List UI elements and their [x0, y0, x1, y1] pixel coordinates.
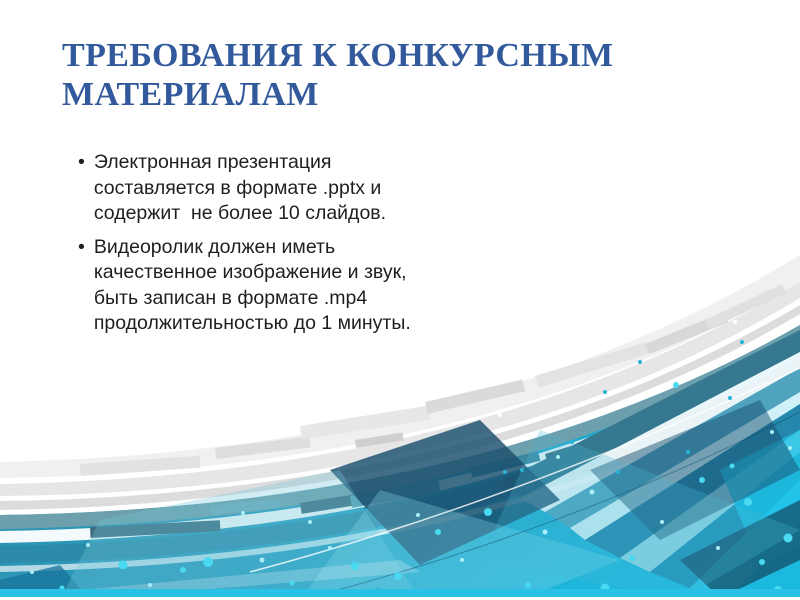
bullet-line: продолжительностью до 1 минуты. [93, 312, 411, 334]
bullet-marker: • [78, 235, 85, 258]
bullet-item-presentation [78, 150, 480, 227]
bullet-text [94, 235, 411, 337]
slide-title-line-1: ТРЕБОВАНИЯ К КОНКУРСНЫМ [62, 37, 614, 74]
bullet-text [94, 150, 386, 227]
bullet-line: быть записан в формате .mp4 [93, 286, 368, 309]
bullet-line: составляется в формате .pptx и [93, 176, 382, 199]
bullet-marker: • [78, 151, 85, 173]
bullet-line: Видеоролик должен иметь [93, 235, 336, 258]
bullet-line: качественное изображение и звук, [93, 261, 407, 283]
bullet-item-video [78, 235, 480, 337]
slide-title-line-2: МАТЕРИАЛАМ [62, 76, 319, 114]
bullet-list [78, 150, 480, 345]
bullet-line: содержит не более 10 слайдов. [93, 202, 387, 224]
bullet-line: Электронная презентация [93, 151, 332, 173]
slide-title [62, 36, 732, 115]
bottom-cyan-strip [0, 589, 800, 597]
